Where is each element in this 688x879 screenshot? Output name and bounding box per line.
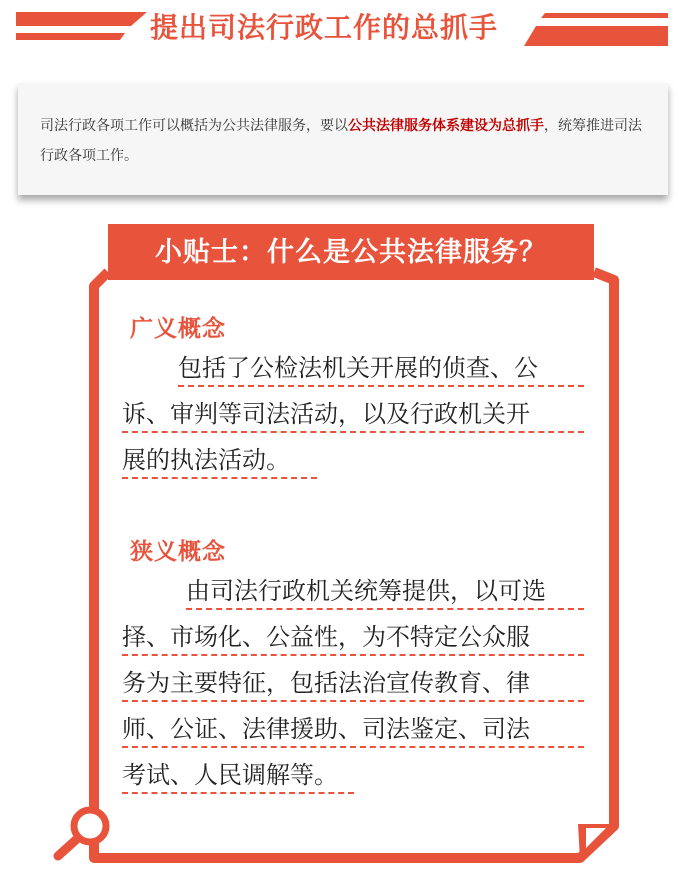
narrow-line-5: 考试、人民调解等。	[122, 760, 354, 794]
intro-highlight: 公共法律服务体系建设为总抓手	[348, 118, 544, 134]
intro-text-after: ，统筹推进司法行政各项工作。	[40, 118, 642, 164]
broad-concept-heading: 广义概念	[130, 316, 226, 342]
narrow-line-1: 由司法行政机关统筹提供，以可选	[186, 576, 584, 610]
broad-line-2: 诉、审判等司法活动，以及行政机关开	[122, 399, 584, 433]
narrow-line-4: 师、公证、法律援助、司法鉴定、司法	[122, 714, 584, 748]
intro-text-before: 司法行政各项工作可以概括为公共法律服务，要以	[40, 118, 348, 134]
folded-corner-icon	[578, 824, 616, 860]
tip-title: 小贴士：什么是公共法律服务？	[155, 237, 547, 268]
broad-line-1: 包括了公检法机关开展的侦查、公	[178, 353, 584, 387]
narrow-concept-heading: 狭义概念	[130, 539, 226, 565]
narrow-line-2: 择、市场化、公益性，为不特定公众服	[122, 622, 584, 656]
narrow-line-3: 务为主要特征，包括法治宣传教育、律	[122, 668, 584, 702]
page-title: 提出司法行政工作的总抓手	[150, 11, 499, 44]
broad-line-3: 展的执法活动。	[122, 445, 317, 479]
